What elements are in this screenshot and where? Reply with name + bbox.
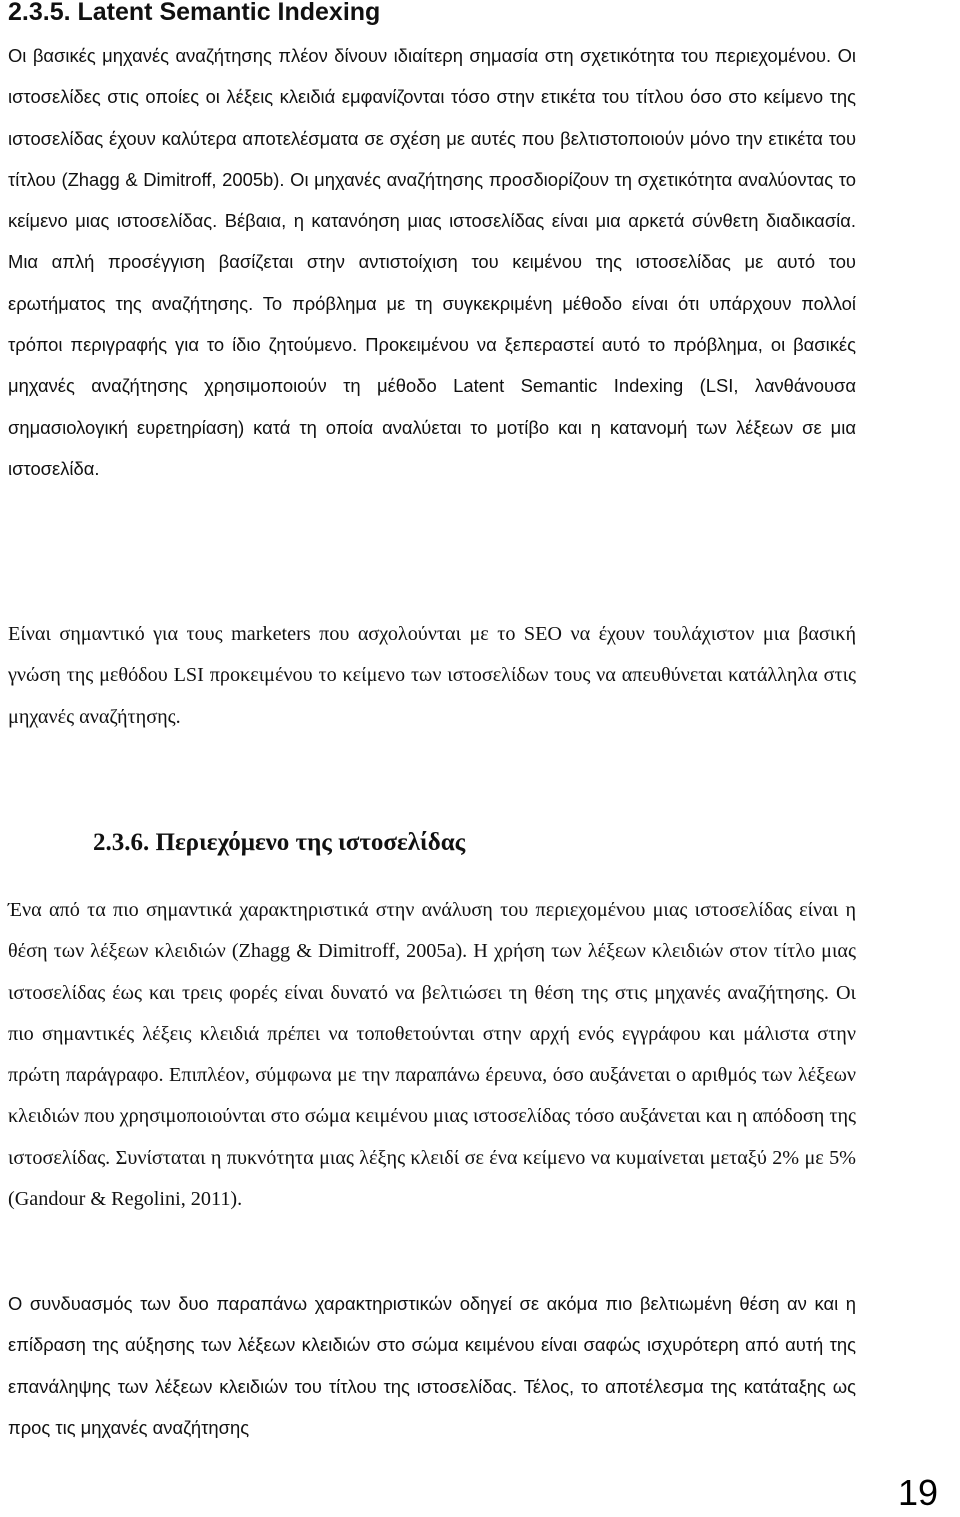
paragraph-lsi-marketers: Είναι σημαντικό για τους marketers που ασχολούνται με το SEO να έχουν τουλάχιστον μια βασική γνώση της μεθόδου LSI προκειμένου το κείμενο των ιστοσελίδων τους να απευθύνεται κατάλληλα στις μηχανές αναζήτησης. — [8, 623, 856, 728]
paragraph-combination: Ο συνδυασμός των δυο παραπάνω χαρακτηριστικών οδηγεί σε ακόμα πιο βελτιωμένη θέση αν και η επίδραση της αύξησης των λέξεων κλειδιών στο σώμα κειμένου είναι σαφώς ισχυρότερη από αυτή της επανάληψης των λέξεων κλειδιών του τίτλου της ιστοσελίδας. Τέλος, το αποτέλεσμα της κατάταξης ως προς τις μηχανές αναζήτησης — [8, 1293, 856, 1438]
page-number: 19 — [897, 1472, 938, 1513]
paragraph-keyword-position: Ένα από τα πιο σημαντικά χαρακτηριστικά στην ανάλυση του περιεχομένου μιας ιστοσελίδας είναι η θέση των λέξεων κλειδιών (Zhagg & Dimitroff, 2005a). Η χρήση των λέξεων κλειδιών στον τίτλο μιας ιστοσελίδας έως και τρεις φορές είναι δυνατό να βελτιώσει τη θέση της στις μηχανές αναζήτησης. Οι πιο σημαντικές λέξεις κλειδιά πρέπει να τοποθετούνται στην αρχή ενός εγγράφου και μάλιστα στην πρώτη παράγραφο. Επιπλέον, σύμφωνα με την παραπάνω έρευνα, όσο αυξάνεται ο αριθμός των λέξεων κλειδιών που χρησιμοποιούνται στο σώμα κειμένου μιας ιστοσελίδας τόσο αυξάνεται και η απόδοση της ιστοσελίδας. Συνίσταται η πυκνότητα μιας λέξης κλειδί σε ένα κείμενο να κυμαίνεται μεταξύ 2% με 5% (Gandour & Regolini, 2011). — [8, 899, 856, 1211]
section-heading-page-content: 2.3.6. Περιεχόμενο της ιστοσελίδας — [93, 829, 466, 856]
paragraph-lsi-intro: Οι βασικές μηχανές αναζήτησης πλέον δίνουν ιδιαίτερη σημασία στη σχετικότητα του περιεχομένου. Οι ιστοσελίδες στις οποίες οι λέξεις κλειδιά εμφανίζονται τόσο στην ετικέτα του τίτλου όσο στο κείμενο της ιστοσελίδας έχουν καλύτερα αποτελέσματα σε σχέση με αυτές που βελτιστοποιούν μόνο την ετικέτα του τίτλου (Zhagg & Dimitroff, 2005b). Οι μηχανές αναζήτησης προσδιορίζουν τη σχετικότητα αναλύοντας το κείμενο μιας ιστοσελίδας. Βέβαια, η κατανόηση μιας ιστοσελίδας είναι μια αρκετά σύνθετη διαδικασία. Μια απλή προσέγγιση βασίζεται στην αντιστοίχιση του κειμένου της ιστοσελίδας με αυτό του ερωτήματος της αναζήτησης. Το πρόβλημα με τη συγκεκριμένη μέθοδο είναι ότι υπάρχουν πολλοί τρόποι περιγραφής για το ίδιο ζητούμενο. Προκειμένου να ξεπεραστεί αυτό το πρόβλημα, οι βασικές μηχανές αναζήτησης χρησιμοποιούν τη μέθοδο Latent Semantic Indexing (LSI, λανθάνουσα σημασιολογική ευρετηρίαση) κατά τη οποία αναλύεται το μοτίβο και η κατανομή των λέξεων σε μια ιστοσελίδα. — [8, 45, 856, 479]
section-heading-lsi: 2.3.5. Latent Semantic Indexing — [8, 0, 381, 26]
